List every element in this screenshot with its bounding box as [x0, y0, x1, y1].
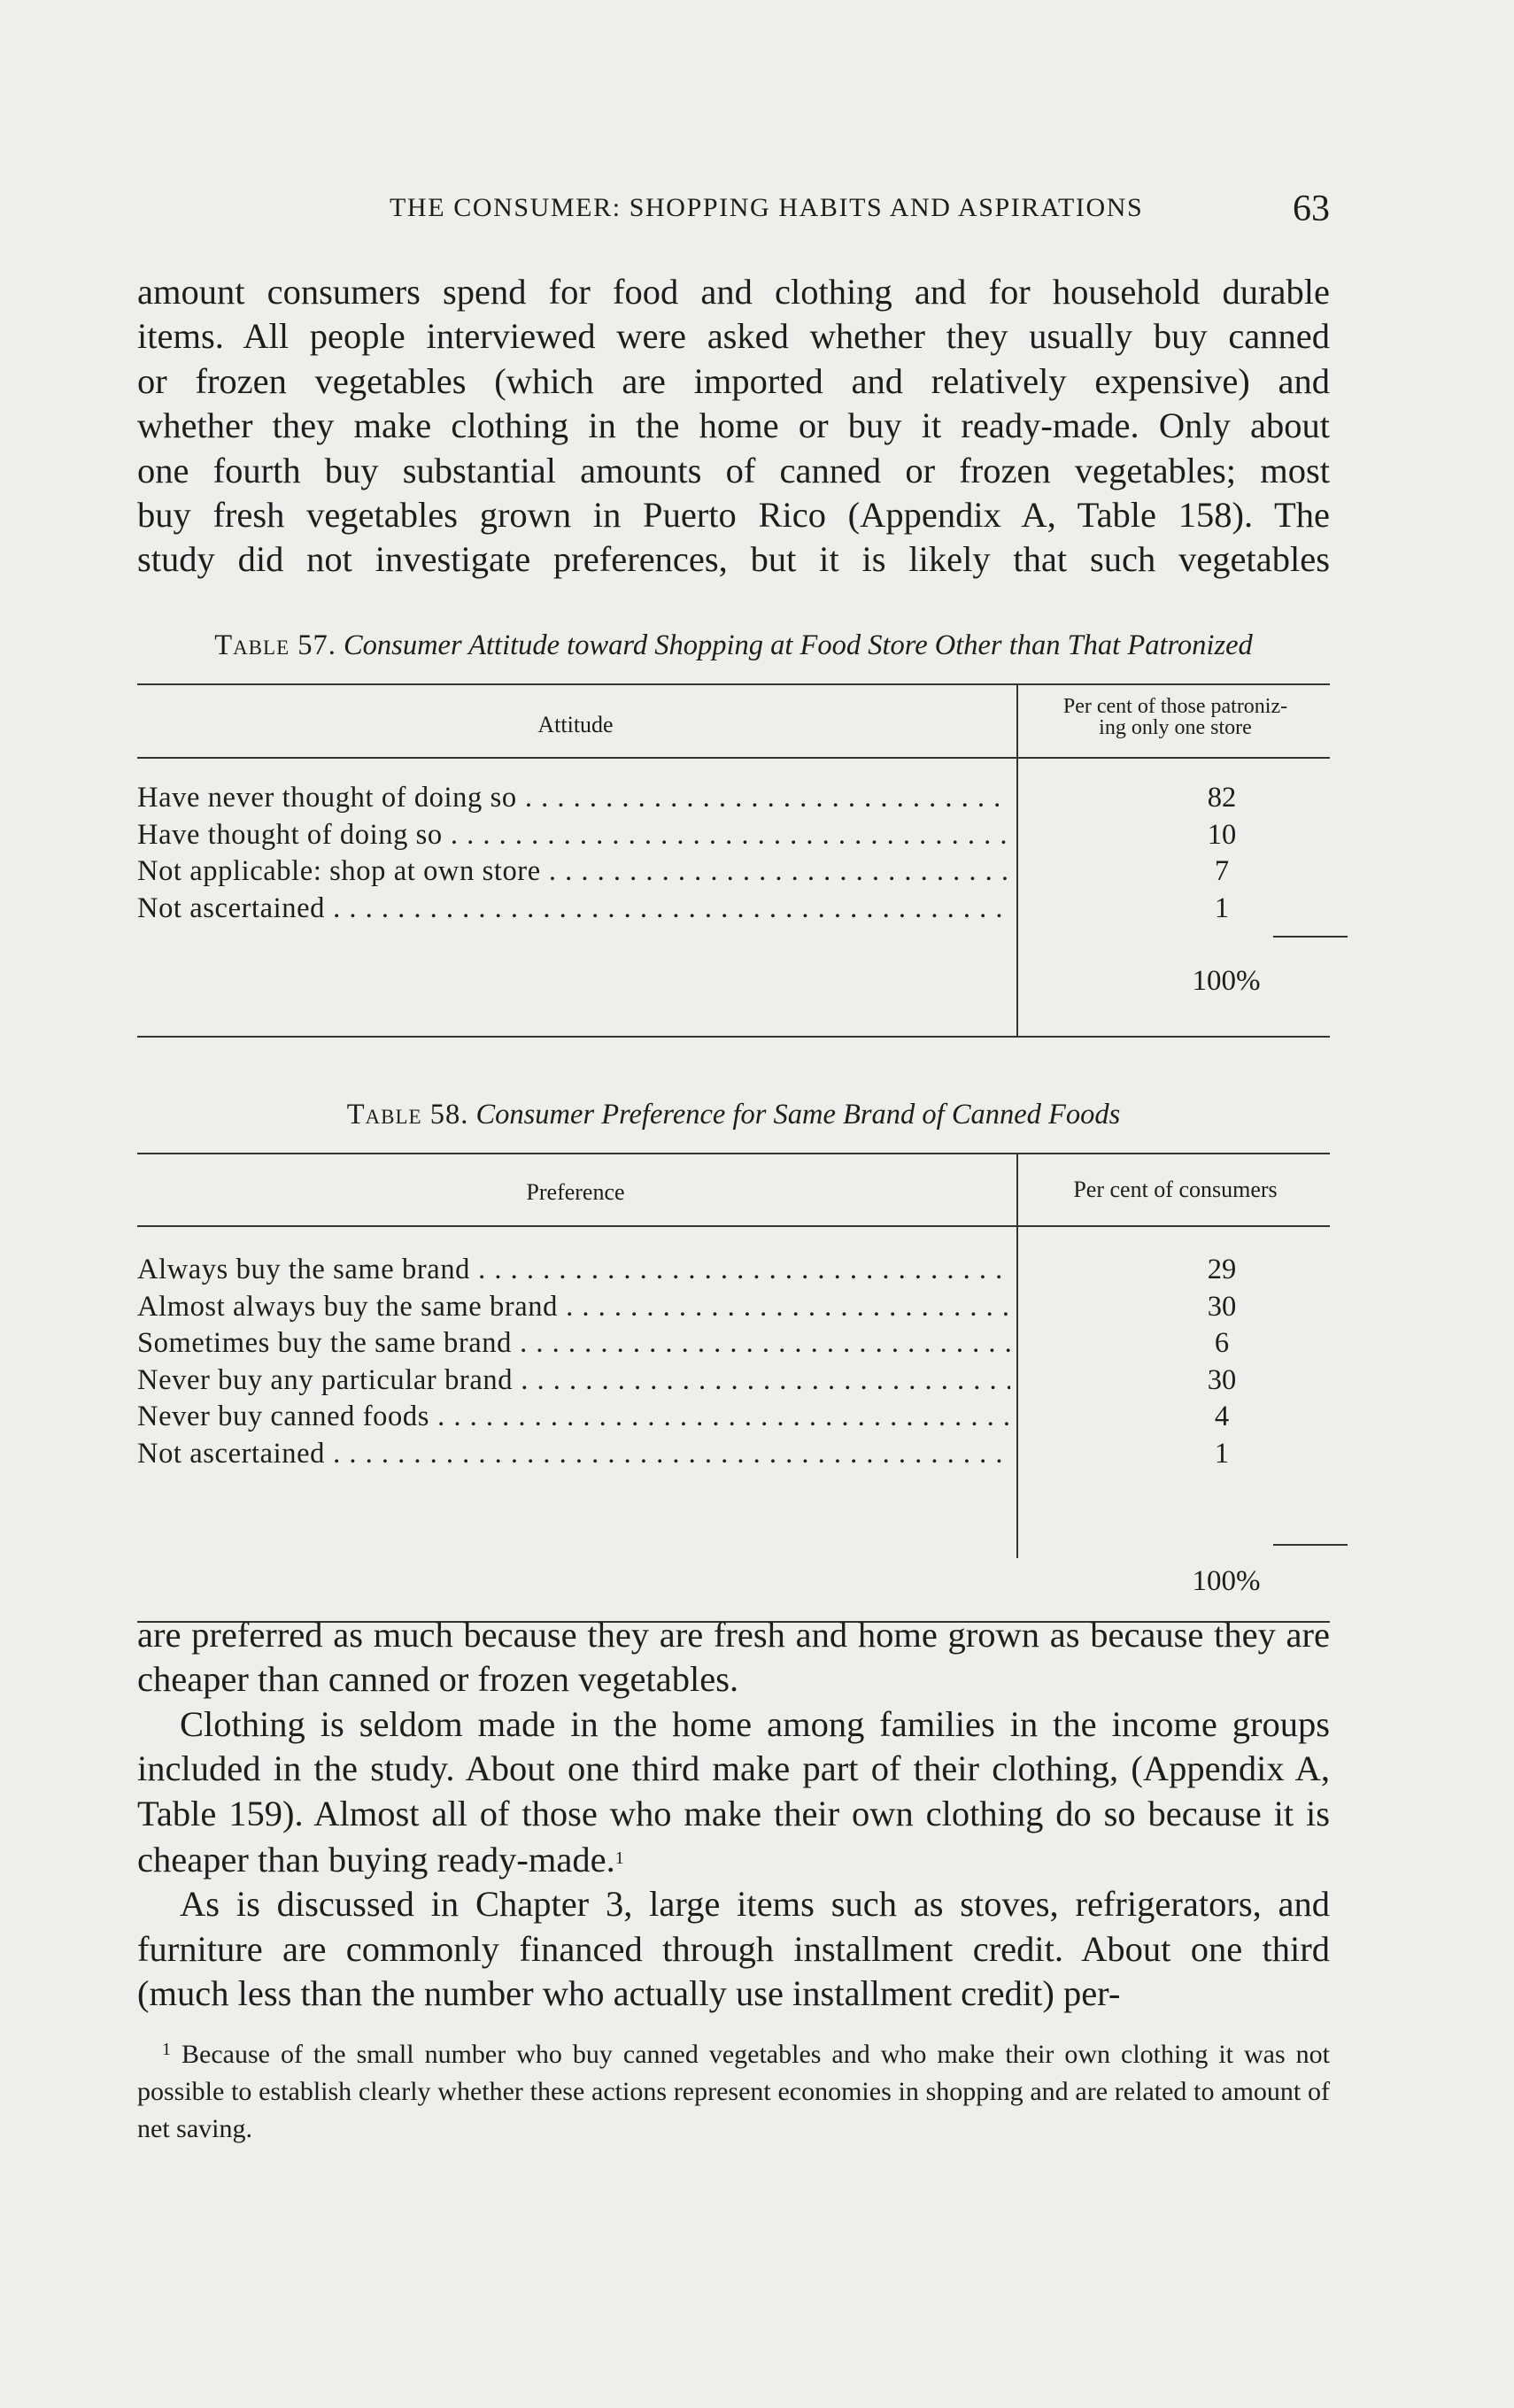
table-bottom-rule — [137, 1036, 1330, 1038]
table-row — [137, 1252, 1330, 1289]
footnote — [137, 2031, 1330, 2148]
table-top-rule — [137, 683, 1330, 685]
row-value: 1 — [1214, 891, 1230, 924]
table-row — [137, 1362, 1330, 1400]
table-58-col1-header: Preference — [526, 1179, 625, 1205]
paragraph-3 — [137, 1702, 1330, 1883]
paragraph-1-line: buy fresh vegetables grown in Puerto Rico (Appendix A, Table 158). The — [137, 495, 1330, 536]
table-top-rule — [137, 1153, 1330, 1154]
table-58-grid — [137, 1153, 1330, 1625]
row-label: Not ascertained . . . — [137, 891, 1010, 928]
table-header-rule — [137, 757, 1330, 759]
paragraph-1-line: whether they make clothing in the home or buy it ready-made. Only about — [137, 405, 1330, 446]
running-head — [138, 189, 1330, 237]
paragraph-1-line: items. All people interviewed were asked whether they usually buy canned — [137, 316, 1330, 357]
page-number: 63 — [1293, 189, 1330, 229]
col2-header-line: ing only one store — [1099, 716, 1252, 739]
row-value: 6 — [1214, 1327, 1230, 1359]
row-value: 7 — [1214, 855, 1230, 887]
table-row — [137, 817, 1330, 854]
paragraph-1-line: one fourth buy substantial amounts of canned or frozen vegetables; most — [137, 450, 1330, 490]
table-57-col1-header: Attitude — [537, 712, 614, 737]
continuation-text — [137, 1613, 1330, 2017]
row-value: 30 — [1207, 1290, 1237, 1323]
table-57-caption — [137, 627, 1330, 664]
row-value: 1 — [1214, 1437, 1230, 1470]
total-rule — [1273, 936, 1348, 938]
table-row — [137, 1289, 1330, 1326]
row-value: 4 — [1214, 1401, 1230, 1432]
table-57-col2-header — [1021, 696, 1330, 738]
paragraph-4: As is discussed in Chapter 3, large items such as stoves, refrigerators, and furniture are commonly financed through installment credit. About one third (much less than the number who actually use installment credit) per- — [137, 1884, 1330, 2014]
running-title: THE CONSUMER: SHOPPING HABITS AND ASPIRATIONS — [390, 193, 1144, 222]
row-label: Have thought of doing so . . . — [137, 817, 1010, 854]
table-57-rows — [137, 780, 1330, 927]
row-label: Sometimes buy the same brand . . . — [137, 1325, 1010, 1362]
row-label: Not ascertained . . . — [137, 1436, 1010, 1473]
row-label: Never buy canned foods . . . — [137, 1399, 1010, 1436]
table-row — [137, 891, 1330, 928]
footnote-marker: 1 — [162, 2040, 171, 2059]
table-row — [137, 853, 1330, 891]
table-57-label: Table 57. — [214, 629, 336, 661]
table-row — [137, 1325, 1330, 1362]
footnote-text: Because of the small number who buy canned vegetables and who make their own clothing it was not possible to establish clearly whether these actions represent economies in shopping and are related to amount of net saving. — [137, 2040, 1330, 2143]
table-57-grid — [137, 683, 1330, 1038]
table-58-title: Consumer Preference for Same Brand of Canned Foods — [475, 1099, 1121, 1131]
paragraph-1-line: study did not investigate preferences, but it is likely that such vegetables — [137, 539, 1330, 580]
table-58-total: 100% — [1192, 1565, 1261, 1597]
total-rule — [1273, 1544, 1348, 1546]
table-58-caption — [137, 1096, 1330, 1133]
row-label: Never buy any particular brand . . . — [137, 1362, 1010, 1400]
table-57-total: 100% — [1192, 965, 1261, 997]
table-58-label: Table 58. — [346, 1099, 469, 1131]
row-value: 30 — [1207, 1363, 1237, 1396]
row-label: Have never thought of doing so . . . — [137, 780, 1010, 817]
row-value: 29 — [1207, 1254, 1237, 1285]
paragraph-2: are preferred as much because they are fresh and home grown as because they are cheaper than canned or frozen vegetables. — [137, 1615, 1330, 1700]
paragraph-3-text: Clothing is seldom made in the home among families in the income groups included in the study. About one third make part of their clothing, (Appendix A, Table 159). Almost all of those who make their own clothing do so because it is cheaper than buying ready-made. — [137, 1703, 1330, 1880]
footnote-reference: 1 — [614, 1848, 624, 1869]
row-label: Almost always buy the same brand . . . — [137, 1289, 1010, 1326]
paragraph-1 — [137, 270, 1330, 583]
row-value: 82 — [1207, 782, 1237, 814]
table-row — [137, 1436, 1330, 1473]
row-value: 10 — [1207, 818, 1237, 851]
paragraph-1-line: amount consumers spend for food and clothing and for household durable — [137, 272, 1330, 312]
table-57 — [137, 627, 1330, 1038]
table-row — [137, 780, 1330, 817]
table-header-rule — [137, 1225, 1330, 1227]
table-58 — [137, 1096, 1330, 1625]
row-label: Not applicable: shop at own store . . . — [137, 853, 1010, 891]
table-57-title: Consumer Attitude toward Shopping at Food Store Other than That Patronized — [344, 629, 1253, 661]
table-row — [137, 1399, 1330, 1436]
paragraph-1-line: or frozen vegetables (which are imported and relatively expensive) and — [137, 360, 1330, 401]
row-label: Always buy the same brand . . . — [137, 1252, 1010, 1289]
table-58-rows — [137, 1252, 1330, 1472]
table-58-col2-header: Per cent of consumers — [1073, 1177, 1278, 1202]
col2-header-line: Per cent of those patroniz- — [1062, 695, 1288, 718]
